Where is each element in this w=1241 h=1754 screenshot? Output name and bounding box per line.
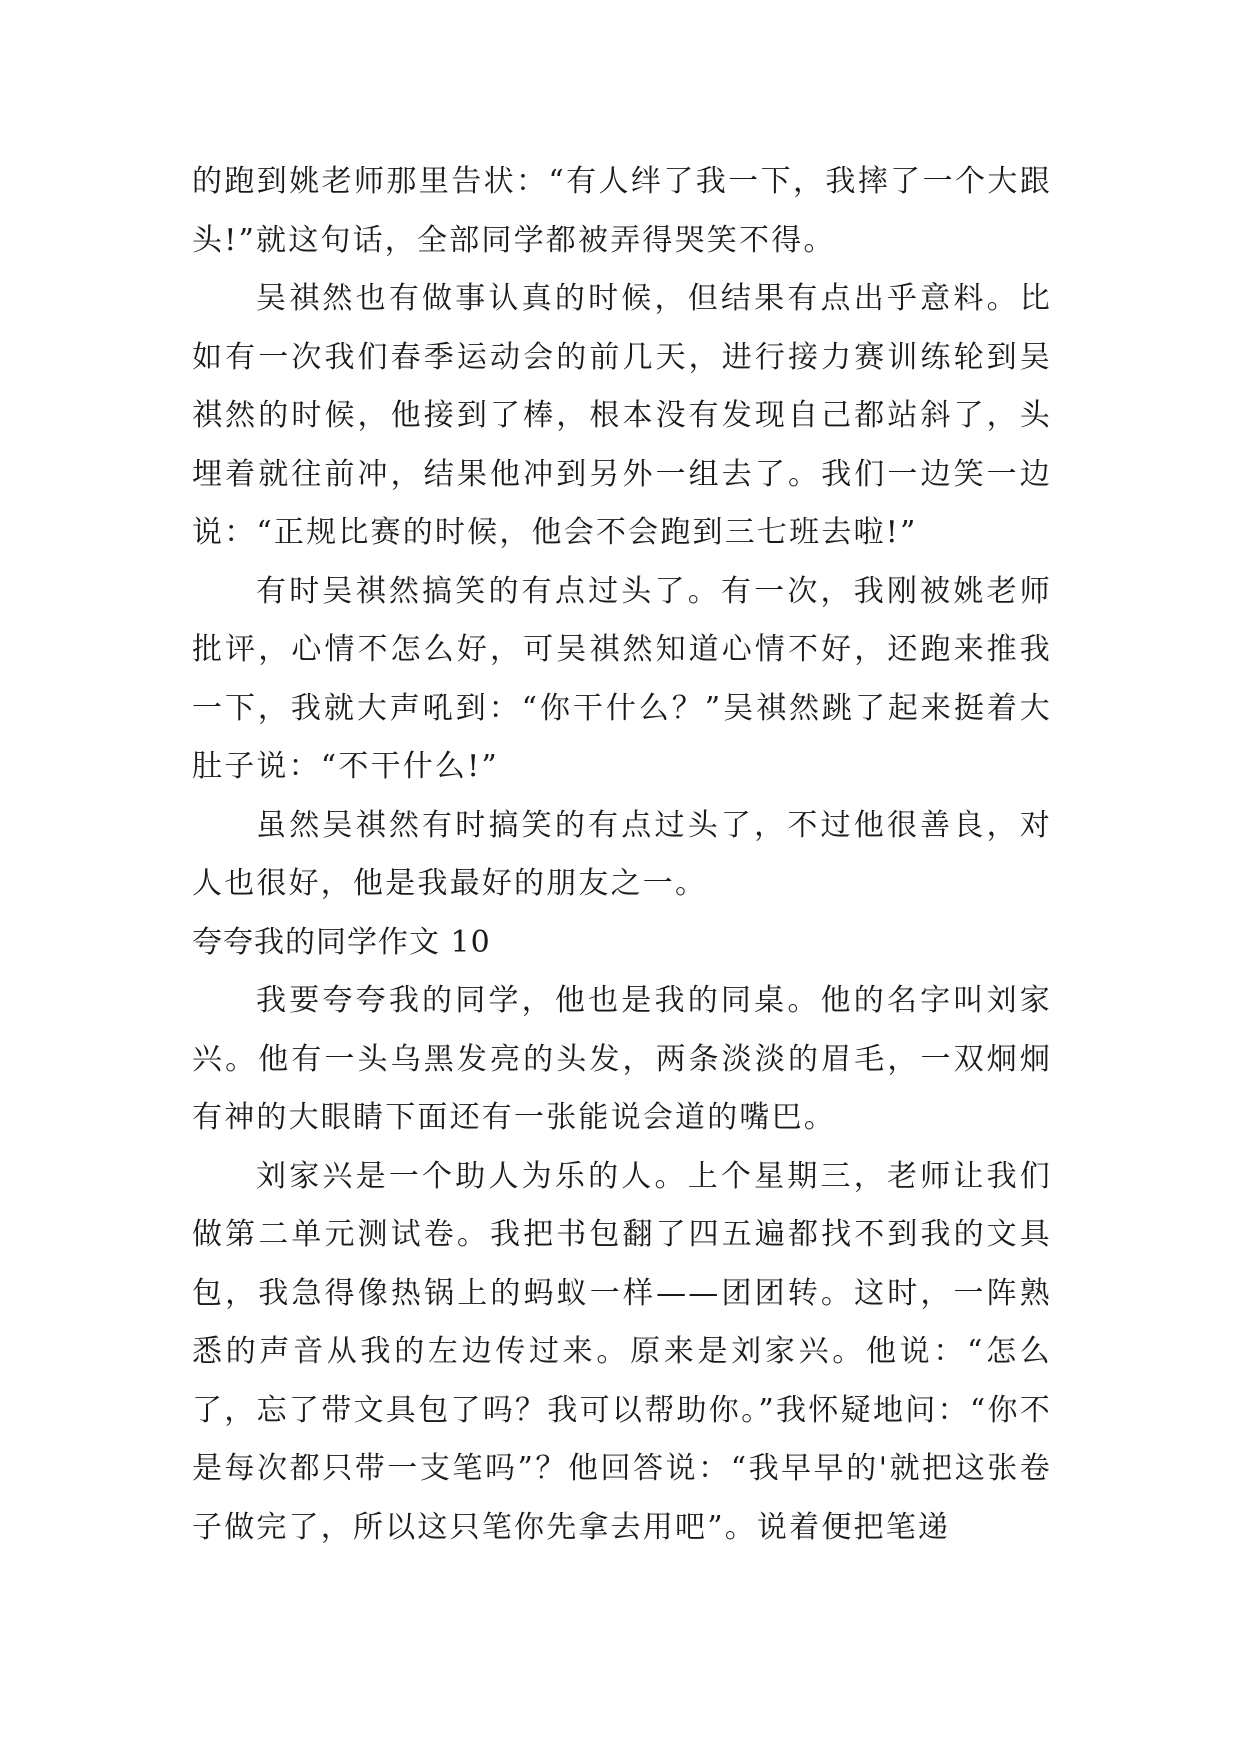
paragraph-5: 我要夸夸我的同学，他也是我的同桌。他的名字叫刘家兴。他有一头乌黑发亮的头发，两条淡淡的眉毛，一双炯炯有神的大眼睛下面还有一张能说会道的嘴巴。 <box>192 983 1052 1135</box>
paragraph-4: 虽然吴祺然有时搞笑的有点过头了，不过他很善良，对人也很好，他是我最好的朋友之一。 <box>192 807 1052 901</box>
document-body <box>192 153 1052 1557</box>
section-title: 夸夸我的同学作文 10 <box>192 924 491 960</box>
paragraph-3: 有时吴祺然搞笑的有点过头了。有一次，我刚被姚老师批评，心情不怎么好，可吴祺然知道心情不好，还跑来推我一下，我就大声吼到：“你干什么？”吴祺然跳了起来挺着大肚子说：“不干什么!” <box>192 573 1052 784</box>
paragraph-1: 的跑到姚老师那里告状：“有人绊了我一下，我摔了一个大跟头!”就这句话，全部同学都被弄得哭笑不得。 <box>192 164 1052 258</box>
paragraph-6: 刘家兴是一个助人为乐的人。上个星期三，老师让我们做第二单元测试卷。我把书包翻了四五遍都找不到我的文具包，我急得像热锅上的蚂蚁一样——团团转。这时，一阵熟悉的声音从我的左边传过来。原来是刘家兴。他说：“怎么了，忘了带文具包了吗？我可以帮助你。”我怀疑地问：“你不是每次都只带一支笔吗”？他回答说：“我早早的'就把这张卷子做完了，所以这只笔你先拿去用吧”。说着便把笔递 <box>192 1158 1052 1545</box>
paragraph-2: 吴祺然也有做事认真的时候，但结果有点出乎意料。比如有一次我们春季运动会的前几天，进行接力赛训练轮到吴祺然的时候，他接到了棒，根本没有发现自己都站斜了，头埋着就往前冲，结果他冲到另外一组去了。我们一边笑一边说：“正规比赛的时候，他会不会跑到三七班去啦!” <box>192 281 1052 550</box>
